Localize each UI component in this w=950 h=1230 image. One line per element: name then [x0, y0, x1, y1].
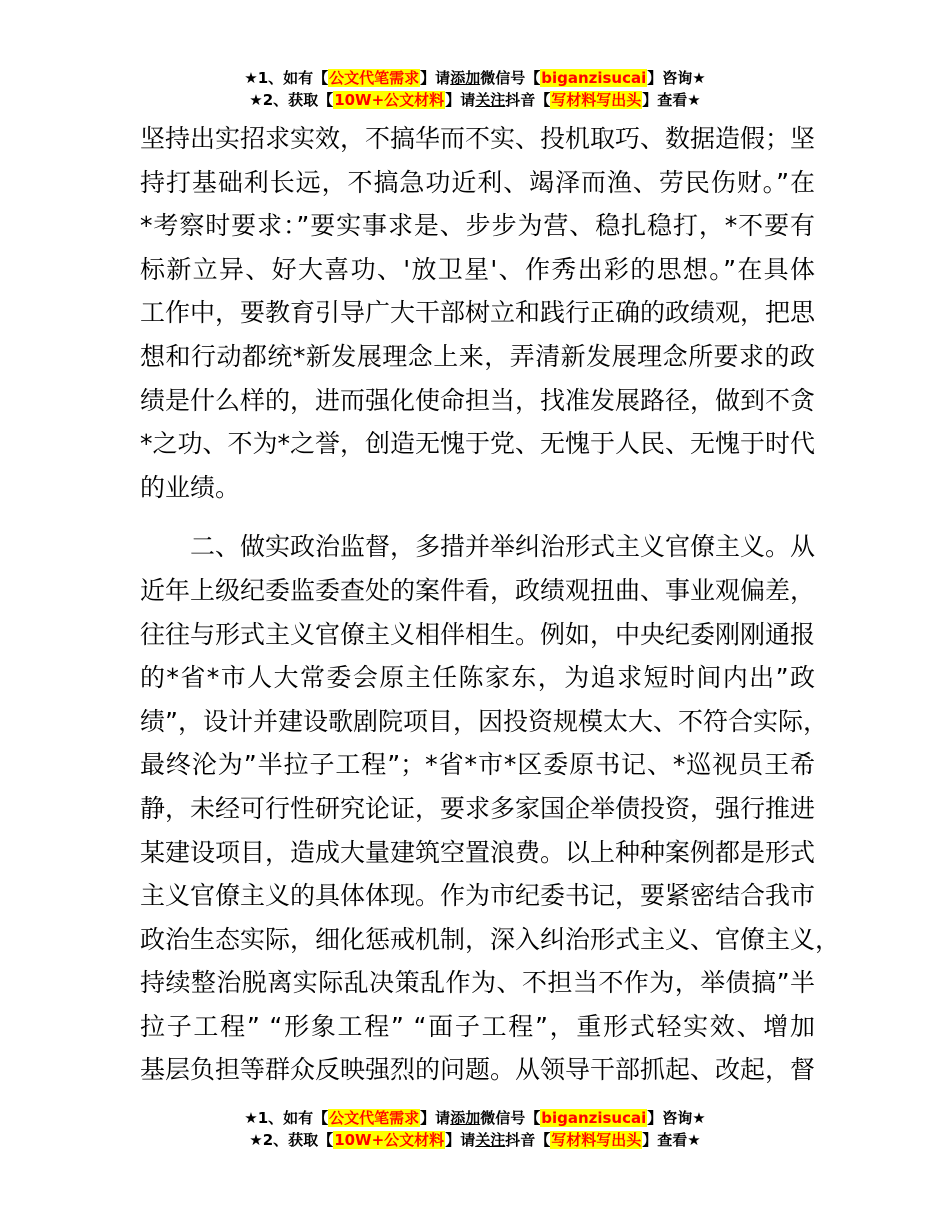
ad-text: 微信号【: [480, 1109, 541, 1127]
ad-text: 】查看★: [642, 91, 701, 109]
text-line: 绩”，设计并建设歌剧院项目，因投资规模太大、不符合实际，: [140, 706, 828, 736]
ad-text: 】查看★: [642, 1131, 701, 1149]
text-line: *考察时要求：”要实事求是、步步为营、稳扎稳打，*不要有: [140, 211, 815, 241]
header-ad-line-2: [0, 89, 950, 111]
text-line: 持打基础利长远，不搞急功近利、竭泽而渔、劳民伤财。”在: [140, 167, 815, 197]
text-line: 往往与形式主义官僚主义相伴相生。例如，中央纪委刚刚通报: [140, 619, 816, 649]
ad-highlight: 写材料写出头: [551, 1131, 642, 1149]
ad-text: 】请: [445, 91, 476, 109]
ad-text: 】咨询★: [647, 1109, 706, 1127]
text-line: 拉子工程” “形象工程” “面子工程”，重形式轻实效、增加: [140, 1011, 815, 1041]
footer-ad-line-1: [0, 1107, 950, 1129]
text-line: 的业绩。: [140, 472, 241, 502]
ad-text: 】请: [445, 1131, 476, 1149]
text-line: 近年上级纪委监委查处的案件看，政绩观扭曲、事业观偏差，: [140, 575, 816, 605]
ad-text: ★1、如有【: [244, 69, 329, 87]
ad-text: 抖音【: [505, 91, 551, 109]
ad-text: ★1、如有【: [244, 1109, 329, 1127]
footer-ad-banner: [0, 1107, 950, 1151]
ad-highlight: 10W+公文材料: [334, 91, 445, 109]
paragraph-1: [140, 117, 815, 509]
ad-text: 】请: [420, 69, 451, 87]
text-line: 静，未经可行性研究论证，要求多家国企举债投资，强行推进: [140, 793, 816, 823]
ad-highlight: 写材料写出头: [551, 91, 642, 109]
ad-highlight: 公文代笔需求: [329, 1109, 420, 1127]
text-line: 政治生态实际，细化惩戒机制，深入纠治形式主义、官僚主义，: [140, 924, 841, 954]
ad-text: ★2、获取【: [249, 1131, 334, 1149]
ad-underlined-text: 添加: [450, 1109, 481, 1127]
document-body: [140, 117, 841, 1092]
ad-text: 微信号【: [480, 69, 541, 87]
text-line: 想和行动都统*新发展理念上来，弄清新发展理念所要求的政: [140, 341, 815, 371]
text-line: 最终沦为”半拉子工程”；*省*市*区委原书记、*巡视员王希: [140, 750, 815, 780]
header-ad-banner: [0, 67, 950, 111]
text-line: 持续整治脱离实际乱决策乱作为、不担当不作为，举债搞”半: [140, 968, 815, 998]
text-line: 主义官僚主义的具体体现。作为市纪委书记，要紧密结合我市: [140, 881, 816, 911]
text-line: 某建设项目，造成大量建筑空置浪费。以上种种案例都是形式: [140, 837, 816, 867]
ad-text: 】咨询★: [647, 69, 706, 87]
text-line: 绩是什么样的，进而强化使命担当，找准发展路径，做到不贪: [140, 385, 816, 415]
ad-underlined-text: 关注: [475, 1131, 506, 1149]
ad-underlined-text: 添加: [450, 69, 481, 87]
ad-highlight: biganzisucai: [541, 1109, 647, 1127]
header-ad-line-1: [0, 67, 950, 89]
ad-highlight: 10W+公文材料: [334, 1131, 445, 1149]
ad-highlight: 公文代笔需求: [329, 69, 420, 87]
paragraph-2: [140, 525, 841, 1092]
ad-text: 】请: [420, 1109, 451, 1127]
text-line: 标新立异、好大喜功、'放卫星'、作秀出彩的思想。”在具体: [140, 254, 815, 284]
text-line: 二、做实政治监督，多措并举纠治形式主义官僚主义。从: [190, 532, 816, 562]
text-line: 基层负担等群众反映强烈的问题。从领导干部抓起、改起，督: [140, 1055, 816, 1085]
text-line: *之功、不为*之誉，创造无愧于党、无愧于人民、无愧于时代: [140, 429, 816, 459]
text-line: 工作中，要教育引导广大干部树立和践行正确的政绩观，把思: [140, 298, 816, 328]
ad-highlight: biganzisucai: [541, 69, 647, 87]
ad-text: ★2、获取【: [249, 91, 334, 109]
text-line: 的*省*市人大常委会原主任陈家东，为追求短时间内出”政: [140, 663, 815, 693]
footer-ad-line-2: [0, 1129, 950, 1151]
text-line: 坚持出实招求实效，不搞华而不实、投机取巧、数据造假；坚: [140, 124, 816, 153]
ad-text: 抖音【: [505, 1131, 551, 1149]
ad-underlined-text: 关注: [475, 91, 506, 109]
